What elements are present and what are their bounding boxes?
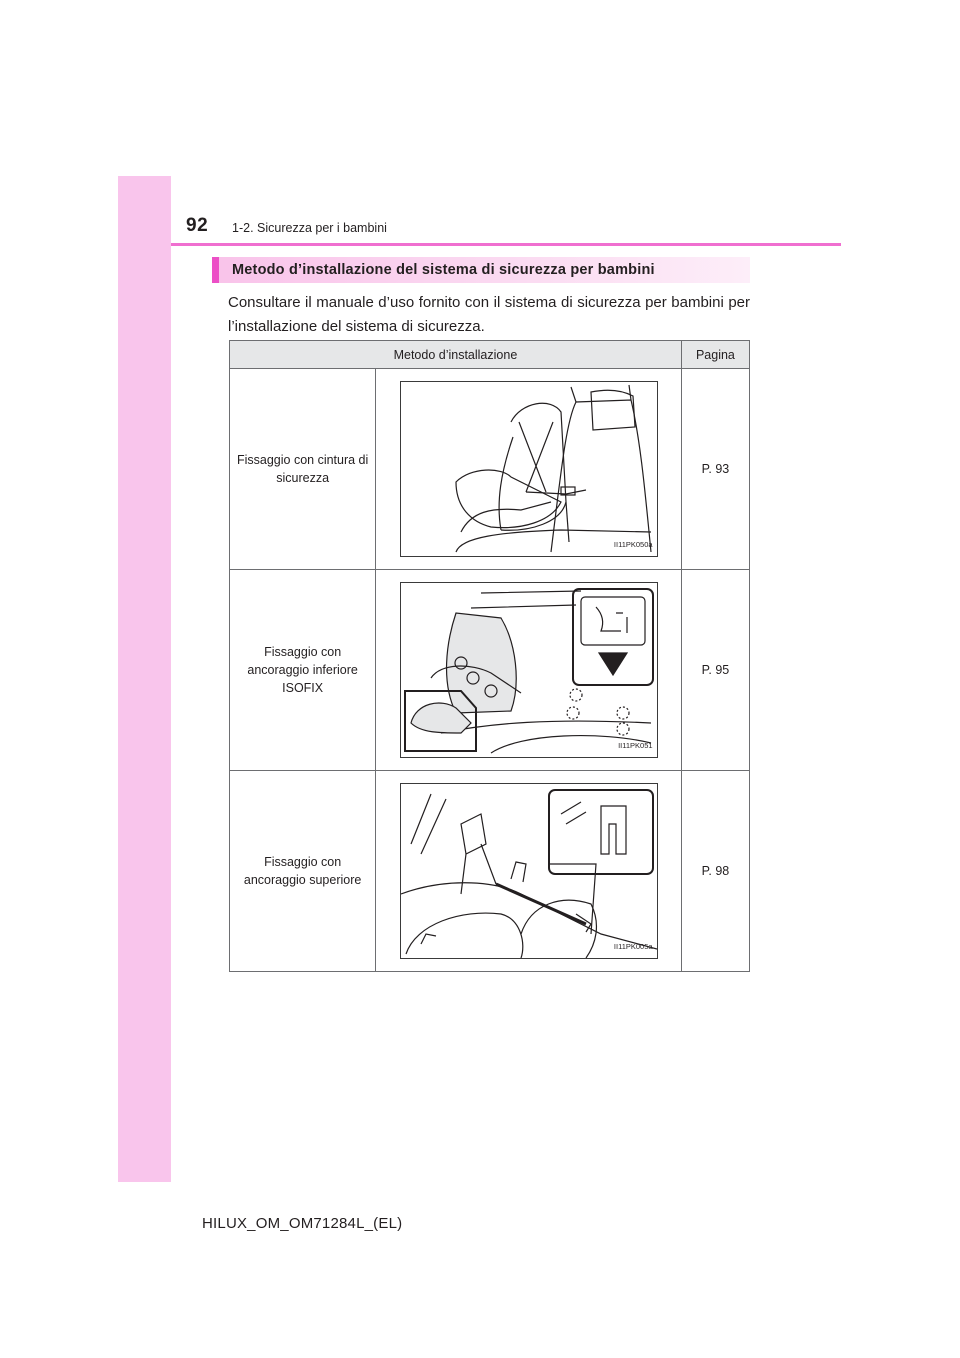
illustration-code: II11PK051 [618, 741, 653, 750]
illustration-code: II11PK050a [613, 540, 653, 549]
column-header-page: Pagina [681, 341, 749, 369]
section-heading [212, 257, 750, 283]
section-heading-text: Metodo d’installazione del sistema di sicurezza per bambini [232, 262, 655, 278]
illustration-code: II11PK005a [613, 942, 653, 951]
page-cell: P. 93 [681, 369, 749, 570]
illustration-cell [376, 369, 682, 570]
table-row [230, 771, 750, 972]
illustration-cell [376, 570, 682, 771]
method-label: Fissaggio con ancoraggio inferiore ISOFIX [247, 645, 358, 695]
page-cell: P. 95 [681, 570, 749, 771]
column-header-method: Metodo d’installazione [230, 341, 682, 369]
method-cell [230, 771, 376, 972]
table-header-row [230, 341, 750, 369]
table-row [230, 369, 750, 570]
isofix-installation-illustration [400, 582, 658, 758]
intro-paragraph: Consultare il manuale d’uso fornito con il sistema di sicurezza per bambini per l’installazione del sistema di sicurezza. [228, 294, 750, 335]
method-cell [230, 369, 376, 570]
table-row [230, 570, 750, 771]
side-tab-strip [118, 176, 171, 1182]
section-title: 1-2. Sicurezza per i bambini [232, 221, 387, 235]
document-footer-code: HILUX_OM_OM71284L_(EL) [202, 1215, 403, 1232]
seatbelt-installation-illustration [400, 381, 658, 557]
illustration-cell [376, 771, 682, 972]
top-tether-installation-illustration [400, 783, 658, 959]
method-label: Fissaggio con cintura di sicurezza [236, 453, 369, 485]
page-cell: P. 98 [681, 771, 749, 972]
header-rule [171, 243, 841, 246]
installation-methods-table [229, 340, 750, 972]
method-label: Fissaggio con ancoraggio superiore [243, 855, 362, 887]
method-cell [230, 570, 376, 771]
page-number: 92 [186, 215, 209, 236]
